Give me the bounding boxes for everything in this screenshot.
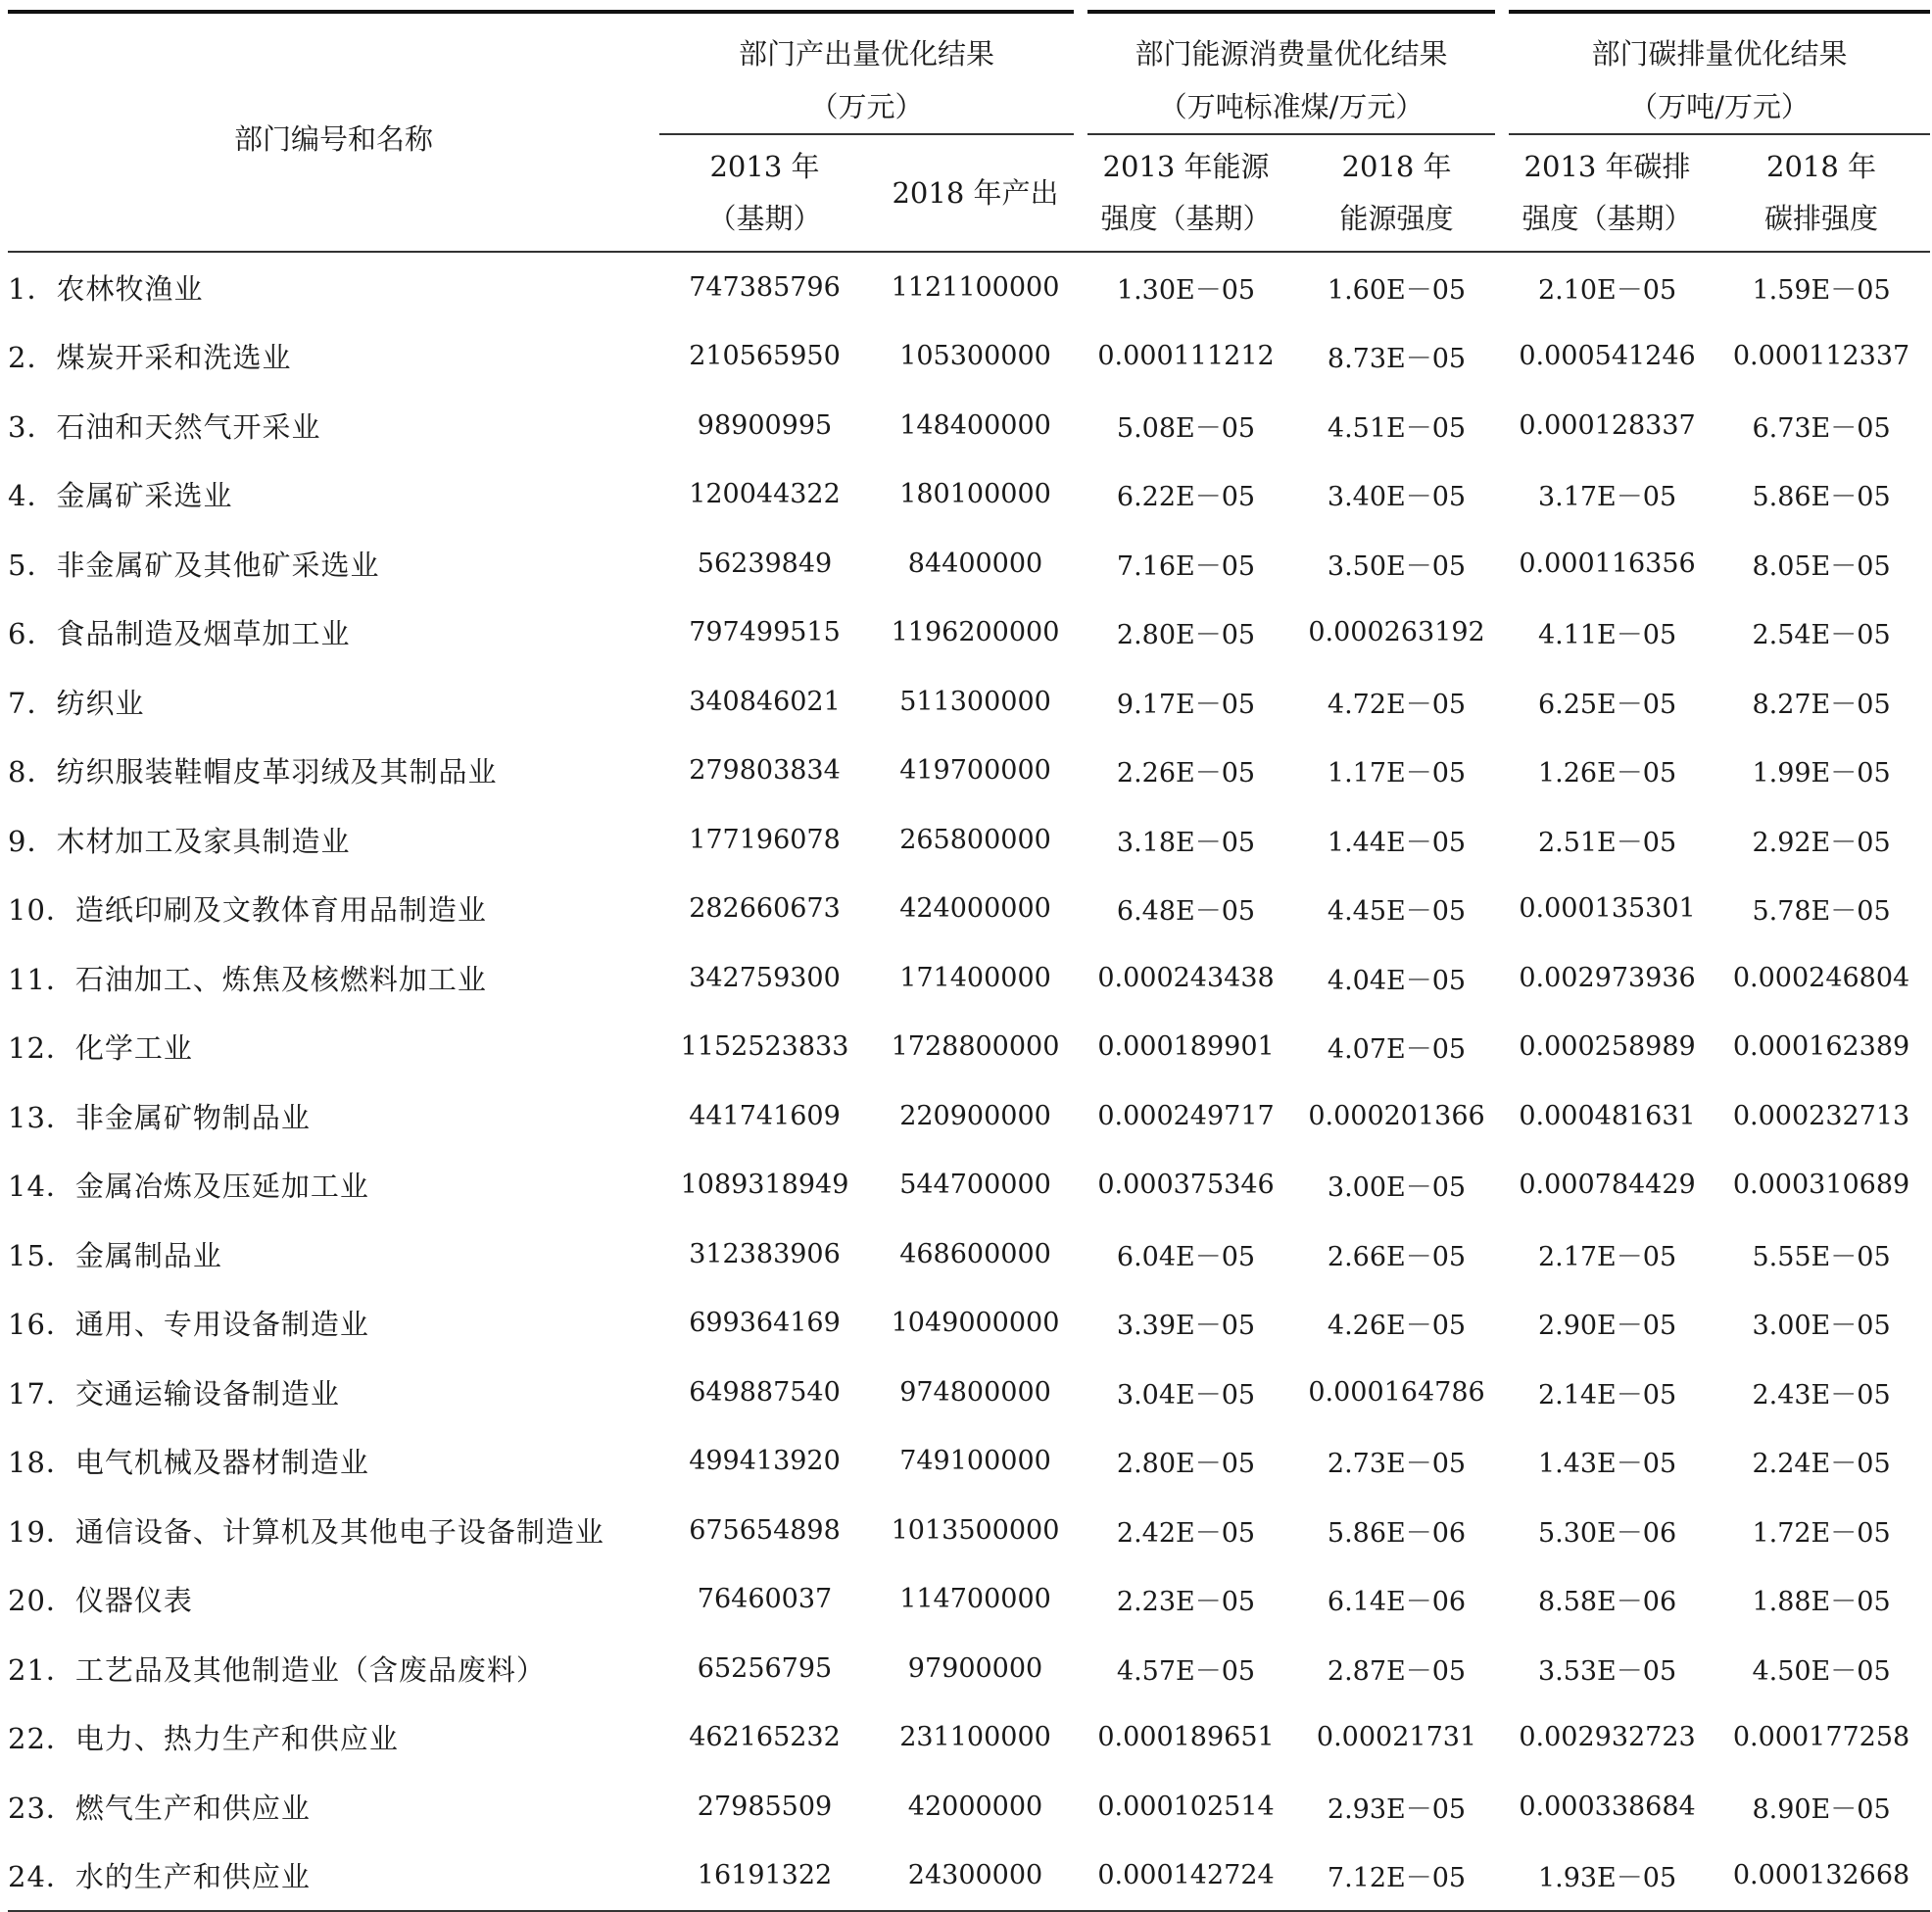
- header-carbon-2013-l1: 2013 年碳排: [1523, 150, 1691, 183]
- cell-carbon-intensity-2013: 0.000784429: [1519, 1170, 1696, 1201]
- header-group-output: [659, 12, 1081, 134]
- cell-output-2013: 27985509: [697, 1791, 833, 1822]
- cell-carbon-intensity-2013: 0.000116356: [1519, 548, 1696, 579]
- cell-energy-intensity-2013: 2.26E－05: [1116, 758, 1256, 789]
- cell-energy-intensity-2013: 2.80E－05: [1116, 1449, 1256, 1480]
- table-row: [8, 1427, 1930, 1497]
- cell-carbon-intensity-2013: 6.25E－05: [1537, 689, 1677, 720]
- header-group-carbon: [1502, 12, 1930, 134]
- table-row: [8, 1841, 1930, 1912]
- cell-energy-intensity-2018: 8.73E－05: [1327, 344, 1467, 375]
- cell-energy-intensity-2013: 6.22E－05: [1116, 482, 1256, 513]
- header-group-energy-unit: （万吨标准煤/万元）: [1158, 90, 1425, 123]
- table-row: [8, 322, 1930, 392]
- cell-output-2013: 312383906: [689, 1238, 841, 1269]
- cell-sector-name: 18．电气机械及器材制造业: [8, 1446, 369, 1480]
- table-row: [8, 252, 1930, 322]
- header-carbon-2013: [1502, 134, 1713, 252]
- cell-output-2013: 1089318949: [680, 1170, 849, 1201]
- cell-output-2013: 1152523833: [680, 1031, 849, 1063]
- cell-energy-intensity-2018: 1.44E－05: [1327, 827, 1467, 858]
- cell-output-2013: 76460037: [697, 1584, 833, 1615]
- cell-energy-intensity-2013: 0.000102514: [1097, 1791, 1275, 1822]
- cell-sector-name: 7．纺织业: [8, 686, 145, 720]
- cell-output-2018: 171400000: [899, 962, 1051, 993]
- cell-sector-name: 17．交通运输设备制造业: [8, 1376, 340, 1410]
- cell-output-2018: 424000000: [899, 893, 1051, 925]
- cell-carbon-intensity-2018: 0.000310689: [1732, 1170, 1910, 1201]
- cell-output-2018: 105300000: [899, 341, 1051, 372]
- cell-output-2018: 231100000: [899, 1722, 1051, 1753]
- cell-energy-intensity-2018: 0.000263192: [1308, 617, 1485, 648]
- header-sector-name-label: 部门编号和名称: [233, 122, 433, 156]
- header-energy-2018-l2: 能源强度: [1339, 202, 1454, 235]
- cell-sector-name: 10．造纸印刷及文教体育用品制造业: [8, 893, 487, 928]
- cell-carbon-intensity-2018: 5.78E－05: [1752, 896, 1891, 928]
- cell-carbon-intensity-2013: 0.000541246: [1519, 341, 1696, 372]
- cell-output-2013: 649887540: [689, 1376, 841, 1408]
- cell-output-2013: 441741609: [689, 1100, 841, 1131]
- cell-output-2018: 24300000: [870, 1841, 1081, 1912]
- cell-carbon-intensity-2013: 0.002973936: [1519, 962, 1696, 993]
- table-row: [8, 1358, 1930, 1427]
- cell-carbon-intensity-2013: 0.000258989: [1519, 1031, 1696, 1063]
- cell-sector-name: 13．非金属矿物制品业: [8, 1100, 311, 1134]
- cell-carbon-intensity-2018: 2.43E－05: [1752, 1379, 1891, 1410]
- cell-output-2013: 747385796: [689, 271, 841, 303]
- cell-output-2018: 468600000: [899, 1238, 1051, 1269]
- cell-output-2018: 1196200000: [891, 617, 1060, 648]
- cell-energy-intensity-2018: 0.000201366: [1308, 1100, 1485, 1131]
- cell-carbon-intensity-2013: 2.17E－05: [1537, 1241, 1677, 1272]
- cell-output-2018: 1121100000: [891, 271, 1060, 303]
- table-row: [8, 1289, 1930, 1359]
- cell-output-2018: 1728800000: [891, 1031, 1060, 1063]
- cell-output-2013: 65256795: [697, 1652, 833, 1684]
- cell-sector-name: 23．燃气生产和供应业: [8, 1791, 311, 1825]
- table-row: [8, 1013, 1930, 1082]
- cell-carbon-intensity-2018: 0.000112337: [1732, 341, 1910, 372]
- header-output-2013-l2: （基期）: [707, 202, 822, 235]
- cell-carbon-intensity-2013: 1.93E－05: [1502, 1841, 1713, 1912]
- cell-carbon-intensity-2013: 2.10E－05: [1537, 274, 1677, 306]
- cell-carbon-intensity-2013: 0.000338684: [1519, 1791, 1696, 1822]
- cell-sector-name: 6．食品制造及烟草加工业: [8, 617, 351, 651]
- cell-sector-name: 19．通信设备、计算机及其他电子设备制造业: [8, 1514, 604, 1549]
- cell-energy-intensity-2013: 3.04E－05: [1116, 1379, 1256, 1410]
- cell-energy-intensity-2018: 2.93E－05: [1327, 1793, 1467, 1825]
- table-row: [8, 1496, 1930, 1565]
- cell-output-2018: 265800000: [899, 824, 1051, 855]
- header-group-output-title: 部门产出量优化结果: [739, 37, 995, 71]
- header-group-output-unit: （万元）: [809, 90, 924, 123]
- cell-output-2013: 210565950: [689, 341, 841, 372]
- cell-energy-intensity-2013: 0.000111212: [1097, 341, 1275, 372]
- cell-sector-name: 9．木材加工及家具制造业: [8, 824, 351, 858]
- cell-energy-intensity-2013: 3.39E－05: [1116, 1311, 1256, 1342]
- cell-carbon-intensity-2013: 0.000128337: [1519, 409, 1696, 441]
- cell-output-2018: 419700000: [899, 755, 1051, 787]
- table-row: [8, 1151, 1930, 1220]
- cell-output-2013: 98900995: [697, 409, 833, 441]
- cell-sector-name: 5．非金属矿及其他矿采选业: [8, 548, 380, 582]
- cell-energy-intensity-2018: 7.12E－05: [1291, 1841, 1502, 1912]
- header-output-2018-l1: 2018 年产出: [892, 175, 1059, 210]
- table-header: [8, 12, 1930, 252]
- cell-output-2018: 220900000: [899, 1100, 1051, 1131]
- header-carbon-2018: [1713, 134, 1930, 252]
- header-sector-name: [8, 12, 659, 252]
- cell-energy-intensity-2013: 7.16E－05: [1116, 550, 1256, 582]
- cell-carbon-intensity-2018: 2.24E－05: [1752, 1449, 1891, 1480]
- cell-energy-intensity-2018: 0.000164786: [1308, 1376, 1485, 1408]
- cell-output-2018: 544700000: [899, 1170, 1051, 1201]
- cell-energy-intensity-2013: 6.04E－05: [1116, 1241, 1256, 1272]
- table-row: [8, 1219, 1930, 1289]
- cell-output-2018: 180100000: [899, 479, 1051, 510]
- cell-output-2013: 675654898: [689, 1514, 841, 1546]
- table-row: [8, 667, 1930, 737]
- cell-output-2013: 56239849: [697, 548, 833, 579]
- cell-output-2013: 120044322: [689, 479, 841, 510]
- table-row: [8, 943, 1930, 1013]
- table-row: [8, 1772, 1930, 1841]
- cell-carbon-intensity-2018: 8.90E－05: [1752, 1793, 1891, 1825]
- header-output-2018: [870, 134, 1081, 252]
- cell-energy-intensity-2013: 0.000189651: [1097, 1722, 1275, 1753]
- header-carbon-2018-l2: 碳排强度: [1764, 202, 1879, 235]
- cell-energy-intensity-2018: 0.00021731: [1316, 1722, 1477, 1753]
- cell-output-2013: 282660673: [689, 893, 841, 925]
- cell-carbon-intensity-2013: 8.58E－06: [1537, 1587, 1677, 1618]
- cell-sector-name: 2．煤炭开采和洗选业: [8, 341, 292, 375]
- cell-carbon-intensity-2013: 3.53E－05: [1537, 1655, 1677, 1687]
- cell-output-2013: 279803834: [689, 755, 841, 787]
- table-row: [8, 598, 1930, 668]
- cell-carbon-intensity-2018: 6.73E－05: [1752, 412, 1891, 444]
- cell-sector-name: 4．金属矿采选业: [8, 479, 233, 513]
- cell-energy-intensity-2018: 2.66E－05: [1327, 1241, 1467, 1272]
- cell-energy-intensity-2018: 4.51E－05: [1327, 412, 1467, 444]
- header-carbon-2013-l2: 强度（基期）: [1521, 202, 1693, 235]
- cell-carbon-intensity-2018: 0.000162389: [1732, 1031, 1910, 1063]
- cell-carbon-intensity-2018: 3.00E－05: [1752, 1311, 1891, 1342]
- cell-energy-intensity-2013: 0.000243438: [1097, 962, 1275, 993]
- cell-energy-intensity-2018: 3.40E－05: [1327, 482, 1467, 513]
- cell-sector-name: 1．农林牧渔业: [8, 271, 204, 306]
- cell-energy-intensity-2013: 2.23E－05: [1116, 1587, 1256, 1618]
- cell-energy-intensity-2018: 4.72E－05: [1327, 689, 1467, 720]
- cell-energy-intensity-2018: 4.04E－05: [1327, 965, 1467, 996]
- cell-carbon-intensity-2018: 5.86E－05: [1752, 482, 1891, 513]
- cell-energy-intensity-2013: 6.48E－05: [1116, 896, 1256, 928]
- cell-energy-intensity-2018: 2.87E－05: [1327, 1655, 1467, 1687]
- cell-energy-intensity-2013: 0.000375346: [1097, 1170, 1275, 1201]
- cell-energy-intensity-2018: 2.73E－05: [1327, 1449, 1467, 1480]
- cell-carbon-intensity-2018: 0.000132668: [1713, 1841, 1930, 1912]
- cell-output-2013: 16191322: [659, 1841, 870, 1912]
- table-row: [8, 391, 1930, 460]
- cell-carbon-intensity-2013: 5.30E－06: [1537, 1517, 1677, 1549]
- cell-output-2013: 342759300: [689, 962, 841, 993]
- cell-output-2018: 511300000: [899, 686, 1051, 717]
- cell-carbon-intensity-2018: 0.000232713: [1732, 1100, 1910, 1131]
- cell-carbon-intensity-2018: 0.000246804: [1732, 962, 1910, 993]
- cell-sector-name: 21．工艺品及其他制造业（含废品废料）: [8, 1652, 546, 1687]
- cell-energy-intensity-2013: 0.000189901: [1097, 1031, 1275, 1063]
- table-row: [8, 1634, 1930, 1703]
- cell-carbon-intensity-2013: 0.000135301: [1519, 893, 1696, 925]
- cell-carbon-intensity-2013: 4.11E－05: [1537, 620, 1677, 651]
- cell-energy-intensity-2018: 1.60E－05: [1327, 274, 1467, 306]
- sector-optimization-table: [8, 10, 1930, 1912]
- header-energy-2013: [1081, 134, 1291, 252]
- cell-energy-intensity-2013: 0.000142724: [1081, 1841, 1291, 1912]
- cell-output-2018: 148400000: [899, 409, 1051, 441]
- cell-sector-name: 12．化学工业: [8, 1031, 193, 1066]
- cell-carbon-intensity-2013: 1.26E－05: [1537, 758, 1677, 789]
- cell-carbon-intensity-2013: 2.90E－05: [1537, 1311, 1677, 1342]
- table-row: [8, 805, 1930, 875]
- cell-carbon-intensity-2018: 4.50E－05: [1752, 1655, 1891, 1687]
- cell-output-2013: 177196078: [689, 824, 841, 855]
- header-output-2013: [659, 134, 870, 252]
- cell-energy-intensity-2018: 4.26E－05: [1327, 1311, 1467, 1342]
- cell-carbon-intensity-2013: 0.002932723: [1519, 1722, 1696, 1753]
- cell-energy-intensity-2018: 3.50E－05: [1327, 550, 1467, 582]
- cell-output-2018: 97900000: [907, 1652, 1043, 1684]
- cell-output-2018: 1013500000: [891, 1514, 1060, 1546]
- cell-carbon-intensity-2018: 1.99E－05: [1752, 758, 1891, 789]
- table-row: [8, 1081, 1930, 1151]
- table-row: [8, 1565, 1930, 1635]
- header-group-energy-title: 部门能源消费量优化结果: [1135, 37, 1448, 71]
- cell-energy-intensity-2013: 9.17E－05: [1116, 689, 1256, 720]
- table-body: [8, 252, 1930, 1911]
- cell-energy-intensity-2013: 5.08E－05: [1116, 412, 1256, 444]
- cell-carbon-intensity-2018: 1.72E－05: [1752, 1517, 1891, 1549]
- cell-carbon-intensity-2013: 3.17E－05: [1537, 482, 1677, 513]
- cell-output-2018: 114700000: [899, 1584, 1051, 1615]
- cell-output-2018: 749100000: [899, 1446, 1051, 1477]
- cell-output-2013: 797499515: [689, 617, 841, 648]
- cell-energy-intensity-2013: 3.18E－05: [1116, 827, 1256, 858]
- cell-carbon-intensity-2018: 5.55E－05: [1752, 1241, 1891, 1272]
- cell-carbon-intensity-2018: 2.92E－05: [1752, 827, 1891, 858]
- header-row-groups: [8, 12, 1930, 134]
- header-carbon-2018-l1: 2018 年: [1766, 150, 1877, 183]
- cell-sector-name: 20．仪器仪表: [8, 1584, 193, 1618]
- cell-energy-intensity-2013: 0.000249717: [1097, 1100, 1275, 1131]
- cell-sector-name: 8．纺织服装鞋帽皮革羽绒及其制品业: [8, 755, 498, 789]
- cell-sector-name: 11．石油加工、炼焦及核燃料加工业: [8, 962, 487, 996]
- cell-carbon-intensity-2018: 0.000177258: [1732, 1722, 1910, 1753]
- header-group-carbon-title: 部门碳排量优化结果: [1591, 37, 1848, 71]
- cell-carbon-intensity-2018: 1.59E－05: [1752, 274, 1891, 306]
- cell-carbon-intensity-2013: 0.000481631: [1519, 1100, 1696, 1131]
- cell-carbon-intensity-2018: 8.05E－05: [1752, 550, 1891, 582]
- cell-sector-name: 14．金属冶炼及压延加工业: [8, 1170, 369, 1204]
- cell-carbon-intensity-2018: 2.54E－05: [1752, 620, 1891, 651]
- header-energy-2013-l2: 强度（基期）: [1100, 202, 1272, 235]
- cell-sector-name: 24．水的生产和供应业: [8, 1841, 659, 1912]
- table-row: [8, 875, 1930, 944]
- cell-output-2018: 1049000000: [891, 1308, 1060, 1339]
- cell-energy-intensity-2013: 1.30E－05: [1116, 274, 1256, 306]
- cell-sector-name: 3．石油和天然气开采业: [8, 409, 321, 444]
- cell-sector-name: 16．通用、专用设备制造业: [8, 1308, 369, 1342]
- cell-carbon-intensity-2013: 1.43E－05: [1537, 1449, 1677, 1480]
- table-row: [8, 1703, 1930, 1773]
- header-energy-2018: [1291, 134, 1502, 252]
- cell-output-2013: 499413920: [689, 1446, 841, 1477]
- cell-energy-intensity-2018: 4.45E－05: [1327, 896, 1467, 928]
- cell-energy-intensity-2013: 2.42E－05: [1116, 1517, 1256, 1549]
- cell-energy-intensity-2018: 6.14E－06: [1327, 1587, 1467, 1618]
- header-group-energy: [1081, 12, 1502, 134]
- cell-output-2018: 84400000: [907, 548, 1043, 579]
- table-row: [8, 737, 1930, 806]
- header-energy-2018-l1: 2018 年: [1341, 150, 1452, 183]
- cell-output-2013: 340846021: [689, 686, 841, 717]
- cell-output-2013: 699364169: [689, 1308, 841, 1339]
- header-energy-2013-l1: 2013 年能源: [1102, 150, 1270, 183]
- header-group-carbon-unit: （万吨/万元）: [1629, 90, 1810, 123]
- header-output-2013-l1: 2013 年: [709, 150, 820, 183]
- cell-carbon-intensity-2013: 2.14E－05: [1537, 1379, 1677, 1410]
- cell-output-2013: 462165232: [689, 1722, 841, 1753]
- cell-energy-intensity-2018: 4.07E－05: [1327, 1034, 1467, 1066]
- cell-energy-intensity-2013: 4.57E－05: [1116, 1655, 1256, 1687]
- cell-energy-intensity-2018: 3.00E－05: [1327, 1172, 1467, 1204]
- table-row: [8, 460, 1930, 530]
- table-row: [8, 529, 1930, 598]
- sector-optimization-table-wrapper: [8, 10, 1930, 1912]
- cell-output-2018: 42000000: [907, 1791, 1043, 1822]
- cell-sector-name: 15．金属制品业: [8, 1238, 222, 1272]
- cell-carbon-intensity-2018: 8.27E－05: [1752, 689, 1891, 720]
- cell-energy-intensity-2018: 5.86E－06: [1327, 1517, 1467, 1549]
- cell-sector-name: 22．电力、热力生产和供应业: [8, 1722, 399, 1756]
- cell-output-2018: 974800000: [899, 1376, 1051, 1408]
- cell-energy-intensity-2018: 1.17E－05: [1327, 758, 1467, 789]
- cell-carbon-intensity-2013: 2.51E－05: [1537, 827, 1677, 858]
- cell-energy-intensity-2013: 2.80E－05: [1116, 620, 1256, 651]
- cell-carbon-intensity-2018: 1.88E－05: [1752, 1587, 1891, 1618]
